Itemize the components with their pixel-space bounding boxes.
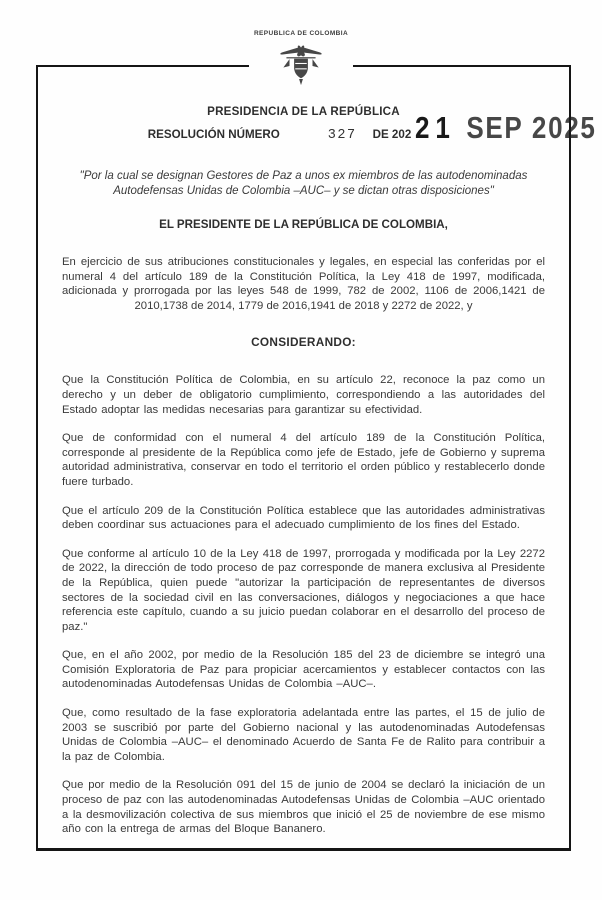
consideration-paragraph: Que el artículo 209 de la Constitución Política establece que las autoridades administrativas deben coordinar sus actuaciones para el adecuado cumplimiento de los fines del Estado. [62,504,545,532]
emblem-caption: REPUBLICA DE COLOMBIA [253,30,349,37]
date-stamp-month-year: SEP 2025 [466,110,597,145]
consideration-paragraph: Que conforme al artículo 10 de la Ley 418 de 1997, prorrogada y modificada por la Ley 2272 de 2022, la dirección de todo proceso de paz corresponde de manera exclusiva al Presidente de la República, quien puede "autorizar la participación de representantes de diversos sectores de la sociedad civil en las conversaciones, diálogos y negociaciones a que hace referencia este capítulo, cuando a su juicio puedan colaborar en el desarrollo del proceso de paz." [62,547,545,633]
colombia-coat-of-arms-icon [278,39,324,93]
resolution-year-label: DE 202 [372,128,412,141]
considerations-section [62,373,545,836]
resolution-label: RESOLUCIÓN NÚMERO [147,128,280,141]
document-frame [36,65,571,851]
consideration-paragraph: Que, en el año 2002, por medio de la Resolución 185 del 23 de diciembre se integró una Comisión Exploratoria de Paz para propiciar acercamientos y establecer contactos con las autodenominadas Autodefensas Unidas de Colombia –AUC–. [62,649,545,691]
resolution-subject: "Por la cual se designan Gestores de Paz a unos ex miembros de las autodenominadas Autodefensas Unidas de Colombia –AUC– y se dictan otras disposiciones" [79,170,528,197]
page-title: PRESIDENCIA DE LA REPÚBLICA [207,105,400,118]
resolution-number: 327 [327,128,357,143]
consideration-paragraph: Que, como resultado de la fase exploratoria adelantada entre las partes, el 15 de julio de 2003 se suscribió por parte del Gobierno nacional y las autodenominadas Autodefensas Unidas de Colombia –AUC– el denominado Acuerdo de Santa Fe de Ralito para contribuir a la paz de Colombia. [62,707,545,763]
consideration-paragraph: Que por medio de la Resolución 091 del 15 de junio de 2004 se declaró la iniciación de un proceso de paz con las autodenominadas Autodefensas Unidas de Colombia –AUC orientado a la desmovilización colectiva de sus miembros que inició el 25 de noviembre de ese mismo año con la entrega de armas del Bloque Bananero. [62,779,545,836]
consideration-paragraph: Que de conformidad con el numeral 4 del artículo 189 de la Constitución Política, corresponde al presidente de la República como jefe de Estado, jefe de Gobierno y suprema autoridad administrativa, conservar en todo el territorio el orden público y restablecerlo donde fuere turbado. [62,432,545,488]
preamble-paragraph: En ejercicio de sus atribuciones constitucionales y legales, en especial las conferidas por el numeral 4 del artículo 189 de la Constitución Política, la Ley 418 de 1997, modificada, adicionada y prorrogada por las leyes 548 de 1999, 782 de 2002, 1106 de 2006,1421 de 2010,1738 de 2014, 1779 de 2016,1941 de 2018 y 2272 de 2022, y [62,256,545,312]
date-stamp-day: 21 [415,110,456,145]
consideration-paragraph: Que la Constitución Política de Colombia, en su artículo 22, reconoce la paz como un derecho y un deber de obligatorio cumplimiento, correspondiendo a las autoridades del Estado adoptar las medidas necesarias para garantizar su efectividad. [62,374,545,416]
date-stamp [415,112,597,143]
national-emblem [249,30,353,100]
considering-heading: CONSIDERANDO: [251,335,356,350]
issuer-heading: EL PRESIDENTE DE LA REPÚBLICA DE COLOMBIA, [159,218,448,231]
